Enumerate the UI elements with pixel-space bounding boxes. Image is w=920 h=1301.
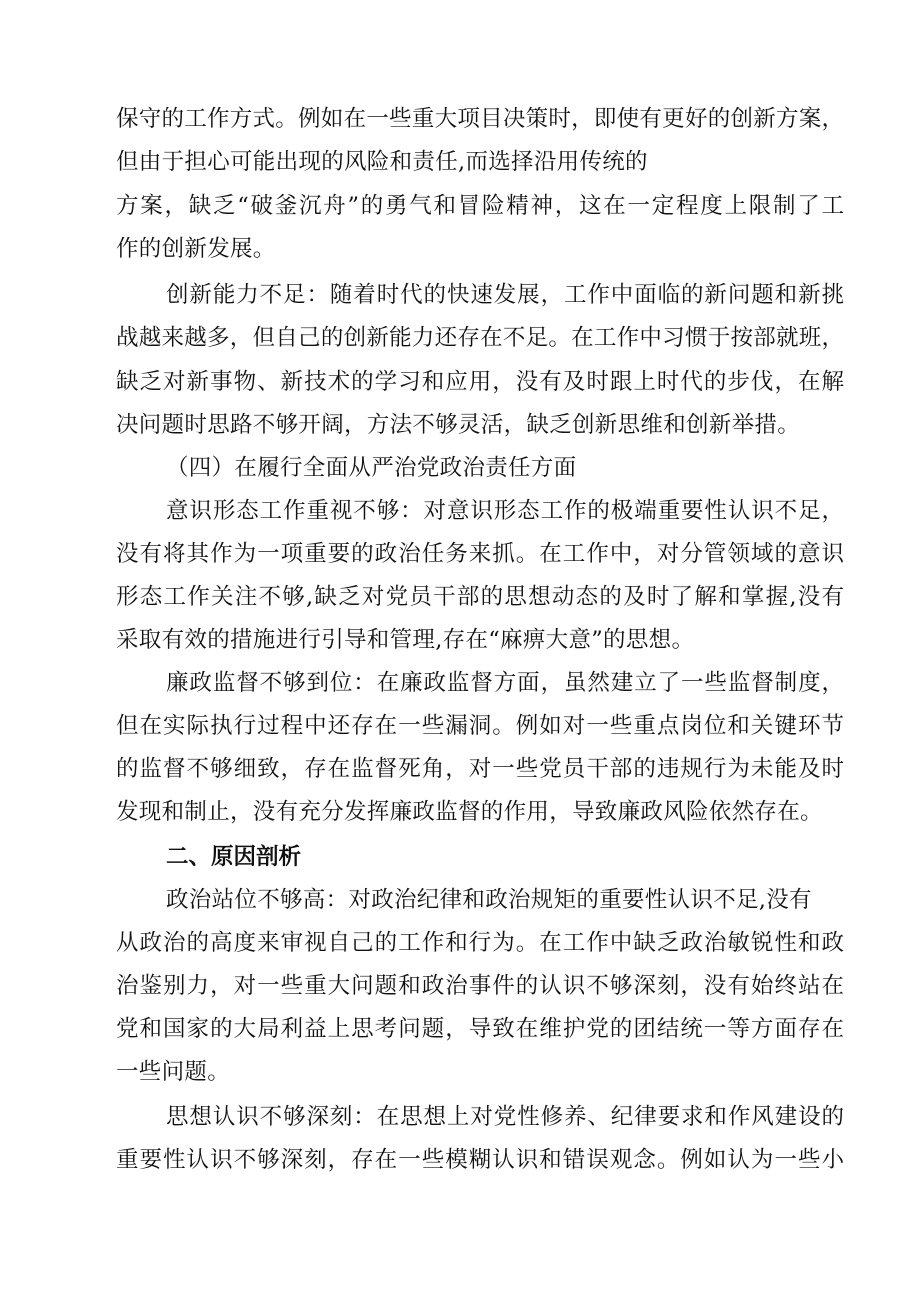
paragraph-first-line: 廉政监督不够到位：在廉政监督方面，虽然建立了一些监督制度， bbox=[166, 670, 844, 696]
text-line: 缺乏对新事物、新技术的学习和应用，没有及时跟上时代的步伐，在解 bbox=[116, 369, 844, 395]
text-line: 的监督不够细致，存在监督死角，对一些党员干部的违规行为未能及时 bbox=[116, 756, 844, 782]
text-line: 一些问题。 bbox=[116, 1059, 231, 1085]
text-line: 但在实际执行过程中还存在一些漏洞。例如对一些重点岗位和关键环节 bbox=[116, 713, 844, 739]
paragraph-first-line: 政治站位不够高：对政治纪律和政治规矩的重要性认识不足,没有 bbox=[166, 887, 812, 913]
text-line: 方案，缺乏“破釜沉舟”的勇气和冒险精神，这在一定程度上限制了工 bbox=[116, 193, 844, 219]
text-line: 没有将其作为一项重要的政治任务来抓。在工作中，对分管领域的意识 bbox=[116, 541, 844, 567]
subsection-heading: （四）在履行全面从严治党政治责任方面 bbox=[166, 455, 577, 481]
text-line: 发现和制止，没有充分发挥廉政监督的作用，导致廉政风险依然存在。 bbox=[116, 799, 823, 825]
text-line: 但由于担心可能出现的风险和责任,而选择沿用传统的 bbox=[116, 149, 648, 175]
paragraph-first-line: 思想认识不够深刻：在思想上对党性修养、纪律要求和作风建设的 bbox=[166, 1104, 844, 1130]
text-line: 形态工作关注不够,缺乏对党员干部的思想动态的及时了解和掌握,没有 bbox=[116, 584, 844, 610]
text-line: 决问题时思路不够开阔，方法不够灵活，缺乏创新思维和创新举措。 bbox=[116, 412, 801, 438]
text-line: 战越来越多，但自己的创新能力还存在不足。在工作中习惯于按部就班， bbox=[116, 325, 844, 351]
text-line: 从政治的高度来审视自己的工作和行为。在工作中缺乏政治敏锐性和政 bbox=[116, 930, 844, 956]
text-line: 党和国家的大局利益上思考问题，导致在维护党的团结统一等方面存在 bbox=[116, 1016, 844, 1042]
text-line: 重要性认识不够深刻，存在一些模糊认识和错误观念。例如认为一些小 bbox=[116, 1147, 844, 1173]
section-heading: 二、原因剖析 bbox=[166, 844, 302, 870]
paragraph-first-line: 创新能力不足：随着时代的快速发展，工作中面临的新问题和新挑 bbox=[166, 282, 844, 308]
text-line: 保守的工作方式。例如在一些重大项目决策时，即使有更好的创新方案， bbox=[116, 106, 844, 132]
text-line: 作的创新发展。 bbox=[116, 236, 276, 262]
text-line: 采取有效的措施进行引导和管理,存在“麻痹大意”的思想。 bbox=[116, 627, 695, 653]
paragraph-first-line: 意识形态工作重视不够：对意识形态工作的极端重要性认识不足， bbox=[166, 498, 844, 524]
text-line: 治鉴别力，对一些重大问题和政治事件的认识不够深刻，没有始终站在 bbox=[116, 973, 844, 999]
